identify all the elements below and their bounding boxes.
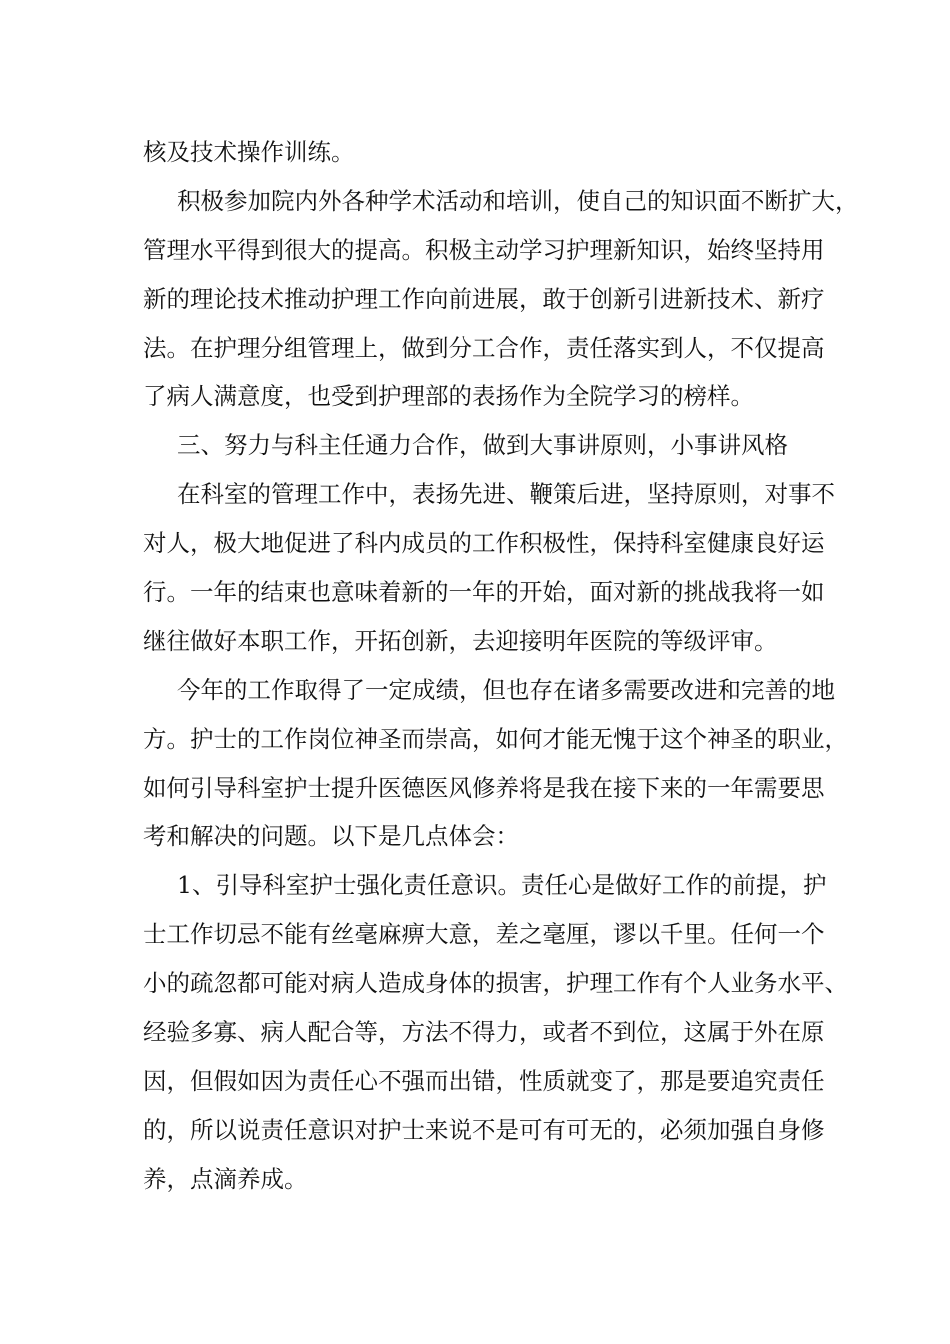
- text-line: 继往做好本职工作，开拓创新，去迎接明年医院的等级评审。: [143, 626, 778, 655]
- text-line: 如何引导科室护士提升医德医风修养将是我在接下来的一年需要思: [143, 773, 825, 802]
- text-line: 对人，极大地促进了科内成员的工作积极性，保持科室健康良好运: [143, 529, 825, 558]
- paragraph-6: [143, 861, 848, 1203]
- text-line: 养，点滴养成。: [143, 1164, 308, 1193]
- body-text: [143, 128, 859, 1204]
- text-line: 在科室的管理工作中，表扬先进、鞭策后进，坚持原则，对事不: [177, 480, 835, 509]
- text-line: 的，所以说责任意识对护士来说不是可有可无的，必须加强自身修: [143, 1115, 825, 1144]
- text-line: 今年的工作取得了一定成绩，但也存在诸多需要改进和完善的地: [177, 675, 835, 704]
- text-line: 三、努力与科主任通力合作，做到大事讲原则，小事讲风格: [177, 431, 788, 460]
- text-line: 法。在护理分组管理上，做到分工合作，责任落实到人，不仅提高: [143, 333, 825, 362]
- paragraph-4: [143, 470, 835, 666]
- paragraph-2: [143, 177, 859, 421]
- text-line: 管理水平得到很大的提高。积极主动学习护理新知识，始终坚持用: [143, 235, 825, 264]
- text-line: 经验多寡、病人配合等，方法不得力，或者不到位，这属于外在原: [143, 1018, 825, 1047]
- text-line: 1、引导科室护士强化责任意识。责任心是做好工作的前提，护: [177, 871, 827, 900]
- text-line: 小的疏忽都可能对病人造成身体的损害，护理工作有个人业务水平、: [143, 969, 848, 998]
- text-line: 方。护士的工作岗位神圣而崇高，如何才能无愧于这个神圣的职业，: [143, 724, 848, 753]
- paragraph-5: [143, 666, 848, 862]
- paragraph-1: [143, 128, 807, 177]
- text-line: 因，但假如因为责任心不强而出错，性质就变了，那是要追究责任: [143, 1066, 825, 1095]
- text-line: 核及技术操作训练。: [143, 138, 355, 166]
- text-line: 士工作切忌不能有丝毫麻痹大意，差之毫厘，谬以千里。任何一个: [143, 920, 825, 949]
- text-line: 积极参加院内外各种学术活动和培训，使自己的知识面不断扩大，: [177, 186, 859, 215]
- text-line: 行。一年的结束也意味着新的一年的开始，面对新的挑战我将一如: [143, 578, 825, 607]
- text-line: 新的理论技术推动护理工作向前进展，敢于创新引进新技术、新疗: [143, 284, 825, 313]
- text-line: 考和解决的问题。以下是几点体会：: [143, 822, 519, 851]
- section-heading: [143, 421, 807, 470]
- text-line: 了病人满意度，也受到护理部的表扬作为全院学习的榜样。: [143, 382, 754, 411]
